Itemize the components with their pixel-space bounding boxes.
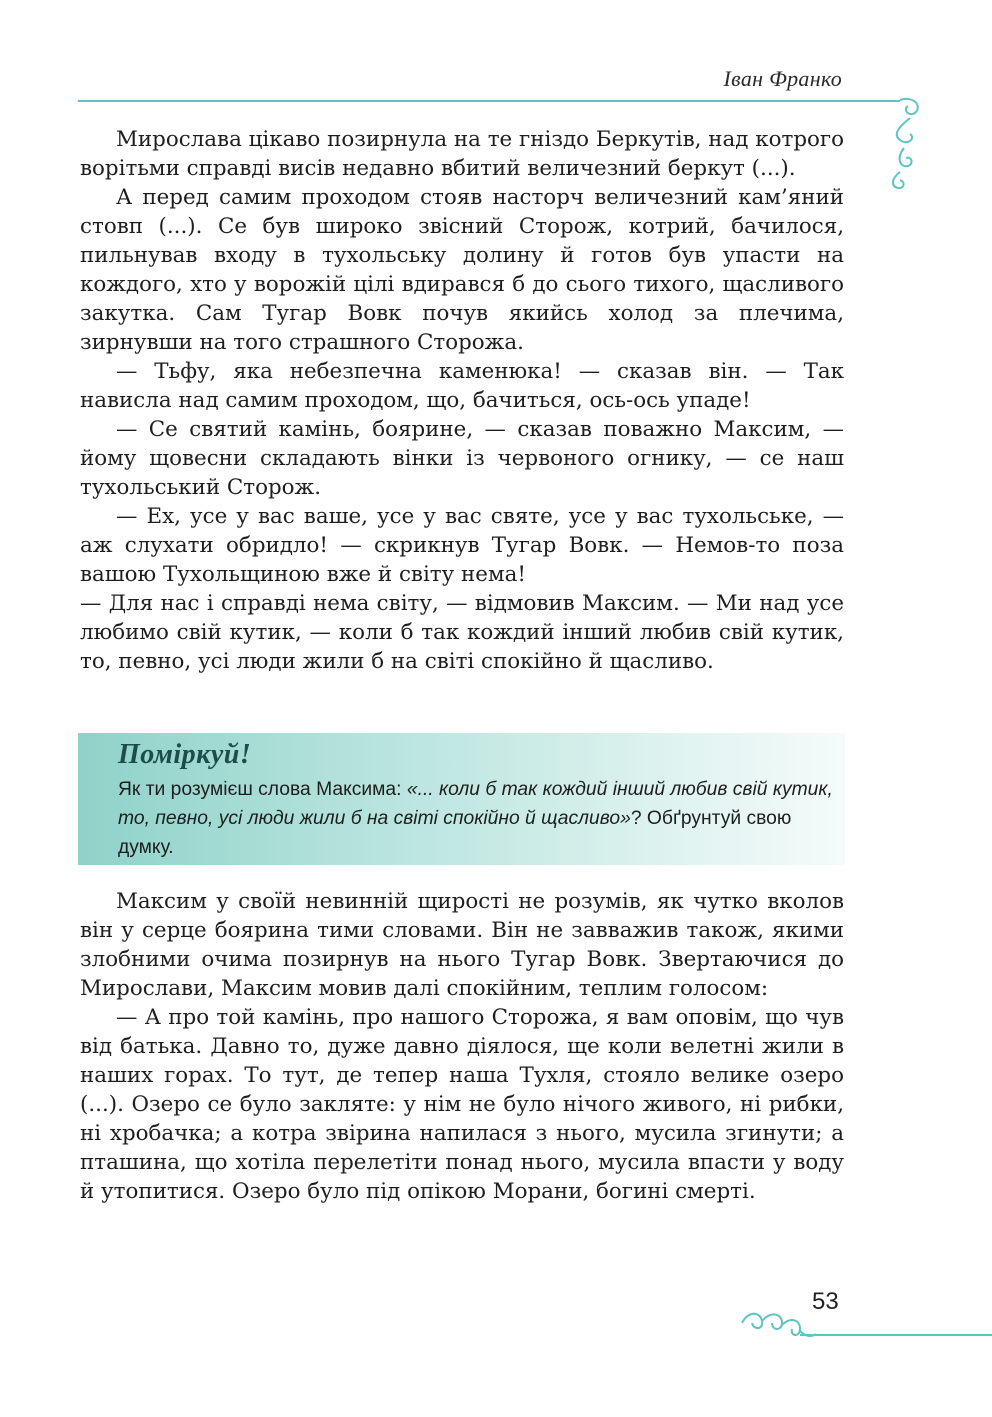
dialogue-paragraph: — Се святий камінь, боярине, — сказав поважно Максим, — йому щовесни складають вінки із червоного огнику, — се наш тухольський Сторож. — [80, 417, 844, 500]
think-box-question — [118, 775, 835, 862]
paragraph: Максим у своїй невинній щирості не розумів, як чутко вколов він у серце боярина тими словами. Він не завважив також, якими злобними очима позирнув на нього Тугар Вовк. Звертаючися до Мирослави, Максим мовив далі спокійним, теплим голосом: — [80, 889, 844, 1001]
think-box-title: Поміркуй! — [118, 739, 252, 770]
dialogue-paragraph: — Ех, усе у вас ваше, усе у вас святе, усе у вас тухольське, — аж слухати обридло! — скрикнув Тугар Вовк. — Немов-то поза вашою Тухольщиною вже й світу нема! — [80, 504, 844, 587]
paragraph: Мирослава цікаво позирнула на те гніздо Беркутів, над котрого ворітьми справді висів недавно вбитий величезний беркут (...). — [80, 127, 844, 181]
question-quote: «... коли б так кождий інший любив свій кутик, то, певно, усі люди жили б на світі спокійно й щасливо» — [118, 779, 833, 829]
dialogue-paragraph: — А про той камінь, про нашого Сторожа, я вам оповім, що чув від батька. Давно то, дуже давно діялося, ще коли велетні жили в наших горах. То тут, де тепер наша Тухля, стояло велике озеро (...). Озеро се було закляте: у нім не було нічого живого, ні рибки, ні хробачка; а котра звірина напилася з нього, мусила згинути; а пташина, що хотіла перелетіти понад нього, мусила впасти у воду й утопитися. Озеро було під опікою Морани, богині смерті. — [80, 1005, 844, 1204]
question-intro: Як ти розумієш слова Максима: — [118, 779, 407, 800]
question-outro: ? Обґрунтуй свою думку. — [118, 808, 792, 858]
main-text-lower — [80, 887, 844, 1206]
running-header-author: Іван Франко — [723, 66, 842, 91]
flourish-curl-icon — [738, 1297, 818, 1347]
dialogue-paragraph: — Тьфу, яка небезпечна каменюка! — сказав він. — Так нависла над самим проходом, що, бачиться, ось-ось упаде! — [80, 359, 844, 413]
main-text-upper — [80, 125, 844, 676]
header-rule — [78, 100, 900, 102]
footer-rule — [800, 1334, 992, 1336]
think-about-it-box — [78, 733, 845, 865]
paragraph: А перед самим проходом стояв насторч величезний кам’яний стовп (...). Се був широко звісний Сторож, котрий, бачилося, пильнував входу в тухольську долину й готов був упасти на кождого, хто у ворожій цілі вдирався б до сього тихого, щасливого закутка. Сам Тугар Вовк почув якийсь холод за плечима, зирнувши на того страшного Сторожа. — [80, 185, 844, 355]
dialogue-paragraph: — Для нас і справді нема світу, — відмовив Максим. — Ми над усе любимо свій кутик, — коли б так кождий інший любив свій кутик, то, певно, усі люди жили б на світі спокійно й щасливо. — [80, 591, 844, 674]
page-number: 53 — [812, 1288, 839, 1315]
flourish-curl-icon — [870, 94, 930, 194]
